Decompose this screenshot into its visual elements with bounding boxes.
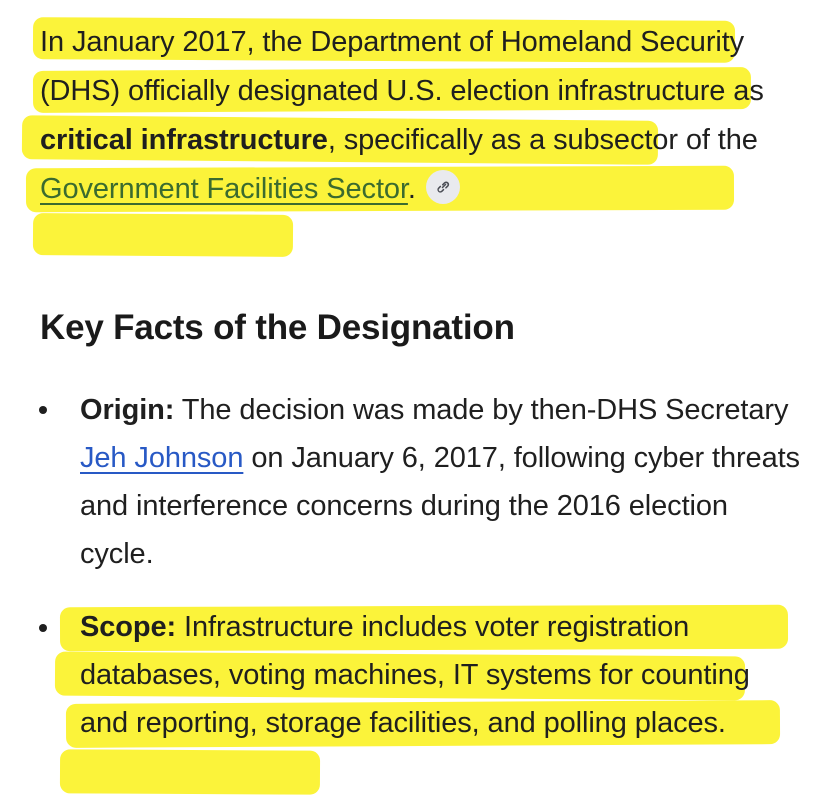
link-icon: [434, 178, 452, 196]
source-link-chip[interactable]: [426, 170, 460, 204]
bullet-scope-label: Scope:: [80, 611, 177, 643]
highlight-stroke: [33, 213, 293, 257]
intro-paragraph: [40, 18, 770, 214]
bullet-origin: [80, 386, 800, 578]
highlight-stroke: [60, 749, 320, 794]
bullet-dot: [39, 406, 47, 414]
bullet-origin-text-1: The decision was made by then-DHS Secretary: [174, 394, 789, 426]
intro-text-3: .: [407, 173, 416, 205]
intro-bold-term: critical infrastructure: [40, 124, 328, 156]
intro-text-1: In January 2017, the Department of Homeland Security (DHS) officially designated U.S. election infrastructure as: [40, 26, 764, 107]
government-facilities-sector-link[interactable]: Government Facilities Sector: [40, 173, 408, 205]
bullet-scope-text: Infrastructure includes voter registration databases, voting machines, IT systems for counting and reporting, storage facilities, and polling places.: [80, 611, 750, 739]
intro-text-2: , specifically as a subsector of the: [327, 124, 758, 156]
bullet-scope: [80, 603, 800, 747]
jeh-johnson-link[interactable]: Jeh Johnson: [80, 442, 244, 474]
bullet-dot: [39, 624, 47, 632]
bullet-origin-text-2: on January 6, 2017, following cyber threats and interference concerns during the 2016 election cycle.: [80, 442, 800, 570]
bullet-origin-label: Origin:: [80, 394, 175, 426]
section-heading: Key Facts of the Designation: [40, 308, 515, 347]
